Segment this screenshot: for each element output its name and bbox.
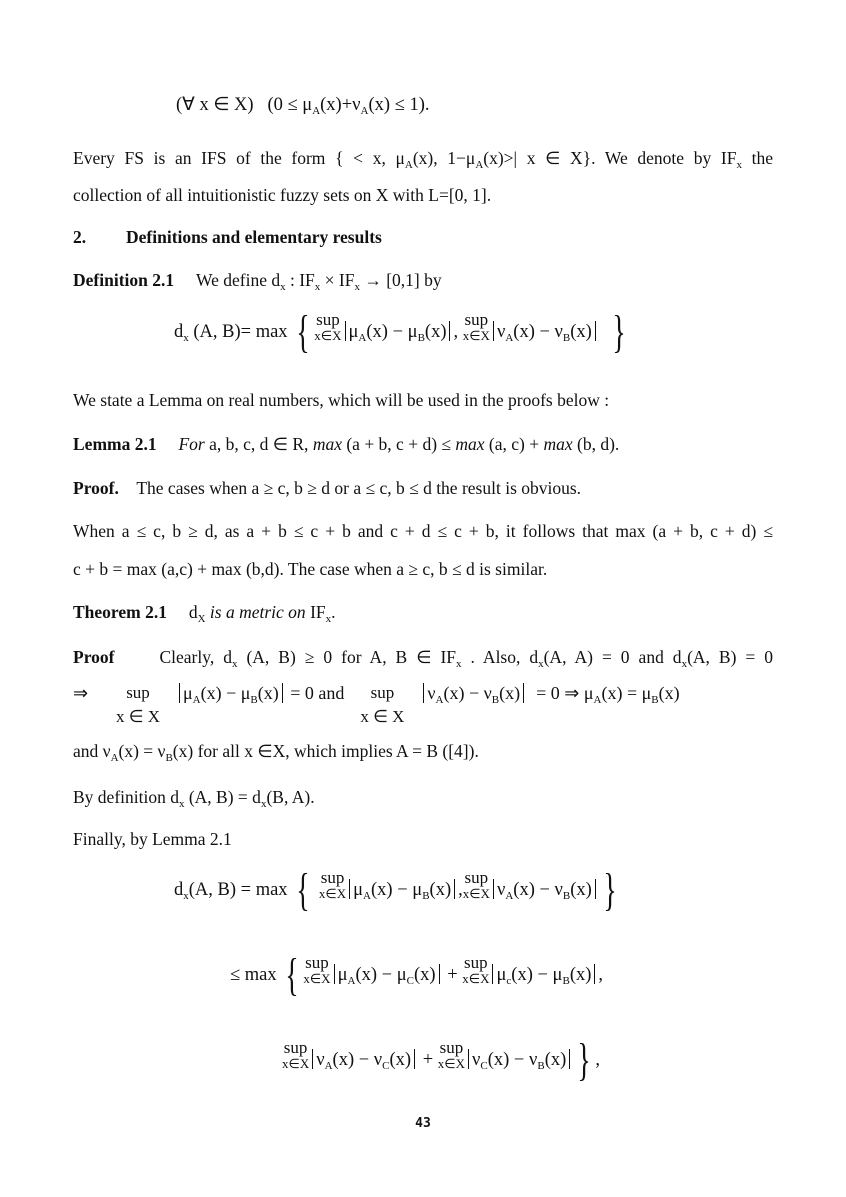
eq-text: + [422,1050,434,1070]
eq-text: ν [316,1050,325,1070]
eq-text: (x) [544,1050,567,1070]
eq-text: (x) − ν [513,880,563,900]
abs-bar [493,879,494,899]
eq-text: μ [353,880,364,900]
abs-bar [595,879,596,899]
proof-label: Proof [73,647,115,667]
abs-bar [468,1049,469,1069]
text: (a, c) + [484,434,544,454]
sup-under: x∈X [462,971,490,986]
eq-text: , [595,1050,600,1070]
eq-sub: B [651,694,659,706]
formula-quantifier: (∀ x ∈ X) [176,95,254,115]
sup-under: x∈X [462,328,490,343]
sub: x [260,798,267,810]
sub: A [475,159,484,171]
symmetry-line [73,786,315,815]
text: (a + b, c + d) ≤ [341,434,456,454]
sup-operator [109,683,167,727]
eq-text: (x) − ν [487,1050,538,1070]
text: max [455,434,485,454]
sup-operator [314,312,341,344]
text: : IF [285,270,315,290]
sub: x [456,658,462,670]
eq-text: (x) [257,683,279,703]
abs-bar [312,1049,313,1069]
abs-bar [492,964,493,984]
eq-text: (x) − ν [332,1050,383,1070]
eq-text: (x) [429,880,452,900]
text: (A, B) = d [184,787,261,807]
eq-sub: A [358,332,367,344]
eq-text: (x) − ν [443,683,492,703]
text: max [312,434,342,454]
formula-part: (0 ≤ μ [267,95,313,115]
eq-sub: B [250,694,258,706]
implies-symbol: ⇒ [73,683,89,703]
eq-text: d [174,322,184,342]
text: For [178,434,205,454]
eq-text: ν [496,322,506,342]
text: . Also, d [461,647,539,667]
eq-text: μ [337,965,348,985]
paragraph-fs-line2: collection of all intuitionistic fuzzy sets on X with L=[0, 1]. [73,185,492,205]
section-title: Definitions and elementary results [126,227,382,247]
abs-bar [334,964,335,984]
eq-sub: B [562,975,570,987]
eq-sub: B [422,890,430,902]
eq-sub: A [324,1060,333,1072]
eq-sub: B [537,1060,545,1072]
text: (b, d). [572,434,620,454]
eq-text: (x) − μ [371,880,423,900]
text: IF [310,602,326,622]
sup: sup [370,683,395,702]
text: (x), 1−μ [412,148,476,168]
abs-bar [179,683,180,703]
page-number: 43 [415,1116,431,1131]
eq-text: (x) [570,322,592,342]
eq-sub: c [506,975,512,987]
text: (A, B) ≥ 0 for A, B ∈ IF [237,647,457,667]
abs-bar [454,879,455,899]
text: (B, A). [266,787,315,807]
abs-bar [449,321,450,341]
text: the [741,148,773,168]
text: and ν [73,741,111,761]
definition-line [73,269,442,298]
formula-sub: A [360,105,369,117]
abs-bar [439,964,440,984]
eq-sub: B [562,332,571,344]
sup-under: x∈X [282,1056,310,1071]
sup: sup [320,868,345,887]
sup-operator [462,955,489,987]
sub: x [280,281,286,293]
eq-text: μ [348,322,359,342]
final-equation-line1 [174,864,621,915]
proof2-equation [73,683,773,727]
eq-sub: B [417,332,425,344]
lemma-label: Lemma 2.1 [73,434,157,454]
abs-bar [569,1049,570,1069]
sub: x [736,159,742,171]
eq-sub: A [505,890,514,902]
left-brace: { [285,949,299,1000]
text: (A, A) = 0 and d [543,647,682,667]
text: (A, B) = 0 [687,647,774,667]
paragraph-when-line1: When a ≤ c, b ≥ d, as a + b ≤ c + b and c + d ≤ c + b, it follows that max (a + b, c + d) ≤ [73,521,773,541]
eq-sub: B [491,694,500,706]
sub: X [197,613,206,625]
eq-text: = 0 ⇒ μ [536,683,594,703]
text: Clearly, d [159,647,232,667]
right-brace: } [612,306,626,357]
abs-bar [595,321,596,341]
abs-bar [349,879,350,899]
text: is a metric on [205,602,311,622]
sup: sup [464,868,489,887]
eq-sub: C [480,1060,488,1072]
sup-under: x∈X [318,886,347,901]
text: max [543,434,573,454]
section-number: 2. [73,227,87,247]
abs-bar [493,321,494,341]
formula-part: (x) ≤ 1). [368,95,430,115]
theorem-line [73,601,336,630]
sup: sup [439,1038,464,1057]
eq-text: (x) [569,965,592,985]
sub: A [110,752,119,764]
sup-operator [438,1040,465,1072]
eq-text: (x) − μ [366,322,418,342]
eq-text: ≤ max [230,965,277,985]
final-equation-line2 [230,949,604,1000]
sub: x [314,281,321,293]
eq-sub: A [593,694,602,706]
theorem-label: Theorem 2.1 [73,602,167,622]
eq-sub: A [505,332,514,344]
eq-text: ν [472,1050,481,1070]
eq-text: (x) − μ [511,965,563,985]
formula-sub: A [312,105,321,117]
sup: sup [283,1038,308,1057]
sup-operator [353,683,411,727]
sup-under: x∈X [437,1056,465,1071]
proof-label: Proof. [73,478,119,498]
eq-text: + [447,965,458,985]
proof2-line1 [73,646,773,675]
final-equation-line3 [282,1034,600,1085]
sup: sup [464,310,489,329]
definition-label: Definition 2.1 [73,270,175,290]
lemma-intro: We state a Lemma on real numbers, which will be used in the proofs below : [73,390,610,410]
definition-equation: $d_x$ (A, B)= max { sup x∈X $\mu_A(x) - \mu_B(x)$ , sup x∈X $\nu_A(x) - \nu_B(x)$ } [174,306,626,357]
eq-text: = 0 and [290,683,345,703]
eq-text: μ [183,683,193,703]
sup: sup [305,953,329,972]
eq-text: μ [496,965,507,985]
sup: sup [464,953,488,972]
eq-text: (x) = μ [601,683,652,703]
eq-text: (A, B) = max [188,880,288,900]
text: d [188,602,198,622]
sup-under: x ∈ X [360,707,405,726]
sub: A [404,159,413,171]
sup-operator [319,870,346,902]
sup-operator [282,1040,309,1072]
eq-text: ν [427,683,436,703]
eq-text: (A, B)= max [188,322,288,342]
text: (x) for all x ∈X, which implies A = B ([4]). [172,741,479,761]
text: a, b, c, d ∈ R, [204,434,313,454]
eq-sub: A [363,890,371,902]
sub: x [538,658,544,670]
abs-bar [523,683,524,703]
paragraph-when-line2: c + b = max (a,c) + max (b,d). The case when a ≥ c, b ≤ d is similar. [73,559,548,579]
formula-part: (x)+ν [320,95,361,115]
sub: x [231,658,238,670]
eq-text: d [174,880,184,900]
sup-under: x ∈ X [115,707,161,726]
sub: B [165,752,173,764]
abs-bar [282,683,283,703]
sub: x [681,658,688,670]
eq-sub: A [192,694,201,706]
eq-text: (x) − μ [200,683,251,703]
text: (x) = ν [118,741,166,761]
text: By definition d [73,787,179,807]
abs-bar [345,321,346,341]
proof-line [73,477,581,499]
finally-line: Finally, by Lemma 2.1 [73,829,232,849]
eq-text: (x) [389,1050,412,1070]
text: Every FS is an IFS of the form { < x, μ [73,148,405,168]
sup: sup [316,310,340,329]
sup-operator [463,870,490,902]
eq-text: (x) − μ [355,965,407,985]
proof2-line3 [73,740,479,769]
sup-under: x∈X [303,971,331,986]
eq-text: , [598,965,604,985]
top-formula [176,94,429,117]
sup-operator [303,955,330,987]
eq-text: (x) [413,965,436,985]
sub: x [178,798,185,810]
text: We define d [196,270,281,290]
eq-sub: C [382,1060,390,1072]
sup-operator [463,312,490,344]
eq-sub: x [183,890,189,902]
eq-text: (x) − ν [513,322,563,342]
eq-text: , [458,880,463,900]
text: → [0,1] by [359,270,442,290]
eq-text: (x) [499,683,521,703]
paragraph-fs-line1 [73,147,773,176]
abs-bar [423,683,424,703]
sup: sup [126,683,150,702]
text: (x)>| x ∈ X}. We denote by IF [483,148,737,168]
eq-text: ν [496,880,506,900]
right-brace: } [603,864,617,915]
eq-text: (x) [570,880,592,900]
sub: x [325,613,332,625]
sup-under: x∈X [462,886,490,901]
eq-sub: A [347,975,356,987]
lemma-line [73,433,619,455]
left-brace: { [296,864,310,915]
abs-bar [414,1049,415,1069]
eq-text: (x) [658,683,680,703]
eq-sub: x [183,332,189,344]
eq-sub: C [406,975,414,987]
eq-sub: B [562,890,571,902]
left-brace: { [296,306,310,357]
sub: x [354,281,360,293]
eq-sub: A [435,694,444,706]
text: × IF [320,270,355,290]
abs-bar [594,964,595,984]
sup-under: x∈X [314,328,342,343]
text: The cases when a ≥ c, b ≥ d or a ≤ c, b ≤ d the result is obvious. [136,478,582,498]
eq-text: (x) [424,322,447,342]
right-brace: } [577,1034,591,1085]
text: . [331,602,336,622]
